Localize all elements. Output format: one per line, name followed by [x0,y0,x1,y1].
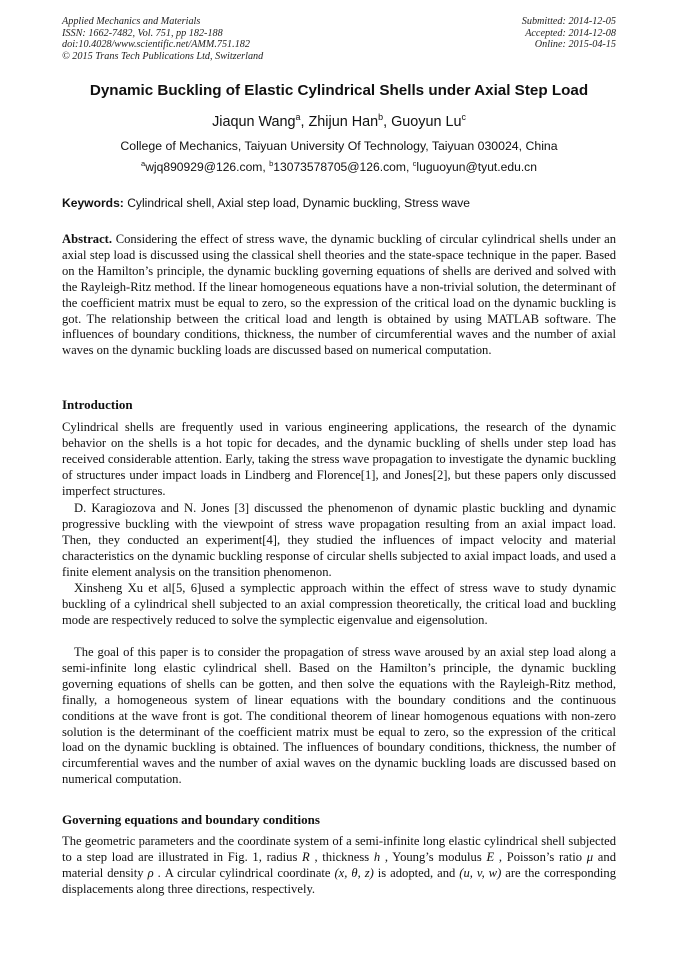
author-separator: , [300,114,309,130]
intro-paragraph-1: Cylindrical shells are frequently used in various engineering applications, the research of the dynamic behavior on the shells is a hot topic for decades, and the dynamic buckling of shells under step load has received considerable attention. Early, taking the stress wave propagation to investigate the dynamic buckling of structures under impact loads in Lindberg and Florence[1], and Jones[2], but these papers only discussed imperfect structures. [62,420,616,498]
governing-text: , Young’s modulus [380,849,487,864]
accepted-date: Accepted: 2014-12-08 [525,27,616,39]
abstract [62,232,616,359]
email-address: luguoyun@tyut.edu.cn [416,160,537,174]
journal-header [62,16,263,62]
email-separator: , [262,160,270,174]
symbol-youngs-modulus: E [486,849,495,864]
governing-text: . A circular cylindrical coordinate [153,865,335,880]
journal-name: Applied Mechanics and Materials [62,16,201,27]
paper-title: Dynamic Buckling of Elastic Cylindrical Shells under Axial Step Load [89,82,589,99]
keywords [62,196,616,210]
symbol-radius: R [302,849,310,864]
abstract-label: Abstract. [62,232,113,246]
symbol-coordinates: (x, θ, z) [334,865,374,880]
symbol-thickness: h [373,849,381,864]
online-date: Online: 2015-04-15 [534,39,616,51]
email-list [40,160,638,174]
symbol-displacements: (u, v, w) [459,865,502,880]
author-list [40,114,638,130]
dates-header [522,16,616,51]
symbol-poisson-ratio: μ [586,849,594,864]
affiliation: College of Mechanics, Taiyuan University Of Technology, Taiyuan 030024, China [120,139,558,153]
author-mark: c [461,112,466,123]
governing-text: , thickness [309,849,374,864]
author-separator: , [383,114,392,130]
introduction-heading: Introduction [62,397,133,412]
intro-paragraph-4: The goal of this paper is to consider the propagation of stress wave aroused by an axial step load along a semi-infinite long elastic cylindrical shell. Based on the Hamilton’s principle, the dynamic buckling governing equations of shells can be gotten, and then solve the equations with the Rayleigh-Ritz method, finally, a homogeneous system of linear equations with the boundary conditions and the continuous conditions at the wave front is got. The conditional theorem of linear homogenous equations with non-zero solution is the determinant of the coefficient matrix must be equal to zero, so the expression of the critical load on the dynamic buckling is obtained. The influences of boundary conditions, thickness, the number of circumferential waves and the number of axial waves on the dynamic buckling loads are discussed based on numerical computation. [62,645,616,787]
author-name: Guoyun Lu [391,114,462,130]
governing-equations-heading: Governing equations and boundary conditions [62,812,320,827]
author-name: Jiaqun Wang [212,114,296,130]
email-address: 13073578705@126.com [273,160,406,174]
intro-paragraph-3: Xinsheng Xu et al[5, 6]used a symplectic approach within the effect of stress wave to study dynamic buckling of a cylindrical shell subjected to an axial compression theoretically, the critical load and buckling mode are respectively reduced to solve the symplectic eigenvalue and eigensolution. [62,581,616,627]
governing-text: The geometric parameters and the coordinate system of a semi-infinite long elastic cylindrical shell subjected to a step load are illustrated in Fig. 1, radius [62,834,616,864]
governing-text: are the corresponding displacements along three directions, respectively. [62,865,617,896]
submitted-date: Submitted: 2014-12-05 [521,16,616,27]
journal-doi: doi:10.4028/www.scientific.net/AMM.751.182 [62,39,250,51]
abstract-text: Considering the effect of stress wave, the dynamic buckling of circular cylindrical shells under an axial step load is discussed using the classical shell theories and the state-space technique in the paper. Based on the Hamilton’s principle, the dynamic buckling governing equations of shells are derived and solved with the Rayleigh-Ritz method. If the linear homogeneous equations have a non-trivial solution, the determinant of the coefficient matrix must be equal to zero, so the expression of the critical load on the dynamic buckling is got. The relationship between the critical load and length is obtained by using MATLAB software. The influences of boundary conditions, thickness, the number of circumferential waves and the number of axial waves on the dynamic buckling loads are discussed based on numerical computation. [62,232,616,358]
author-mark: a [295,112,301,123]
email-mark: b [269,158,274,168]
intro-paragraph-2: D. Karagiozova and N. Jones [3] discussed the phenomenon of dynamic plastic buckling and dynamic progressive buckling with the viewpoint of stress wave propagation resulting from an axial impact load. Then, they conducted an experiment[4], they studied the influences of impact velocity and material characteristics on the dynamic buckling response of circular shells subjected to axial impact loads, and used a finite element analysis on the transition phenomenon. [62,501,616,579]
journal-copyright: © 2015 Trans Tech Publications Ltd, Switzerland [62,50,264,62]
governing-text: and material density [62,849,616,880]
symbol-density: ρ [147,865,154,880]
email-address: wjq890929@126.com [145,160,263,174]
keywords-label: Keywords: [62,196,124,210]
keywords-text: Cylindrical shell, Axial step load, Dynamic buckling, Stress wave [127,196,471,210]
email-separator: , [405,160,413,174]
governing-paragraph [62,834,616,898]
email-mark: c [412,158,417,168]
governing-text: , Poisson’s ratio [494,849,587,864]
governing-text: is adopted, and [373,865,460,880]
journal-issn: ISSN: 1662-7482, Vol. 751, pp 182-188 [62,27,223,39]
email-mark: a [141,158,146,168]
author-name: Zhijun Han [308,114,379,130]
author-mark: b [378,112,384,123]
